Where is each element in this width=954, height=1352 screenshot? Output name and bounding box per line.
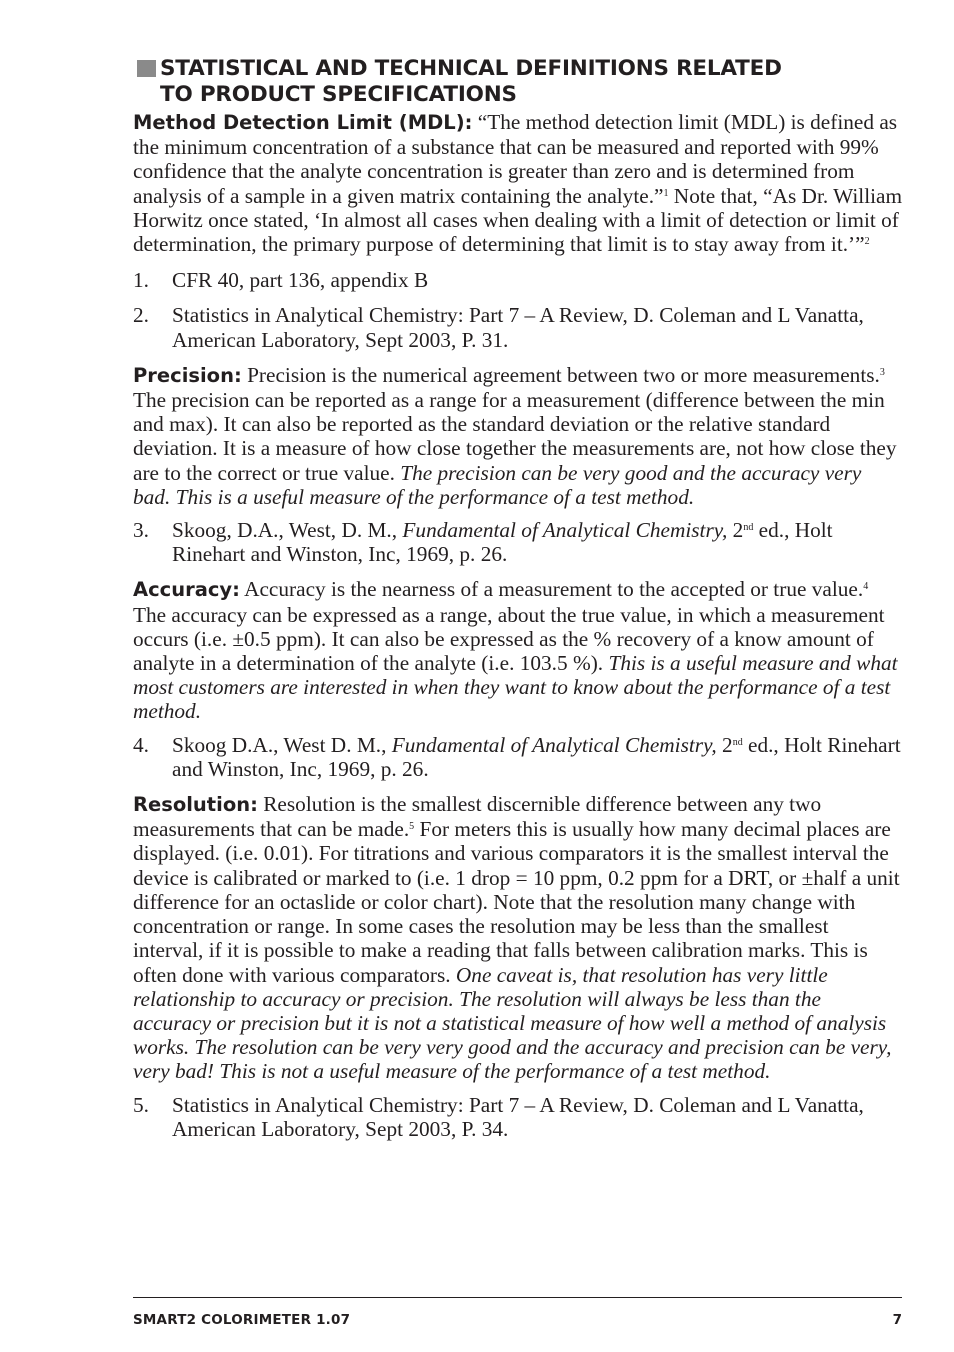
accuracy-text-1: Accuracy is the nearness of a measurement to the accepted or true value. [239, 577, 864, 602]
section-heading [133, 56, 903, 108]
resolution-text-2: For meters this is usually how many decimal places are displayed. (i.e. 0.01). For titrations and various comparators it is the smallest interval the device is calibrated or marked to (i.e. 1 drop = 10 ppm, 0.2 ppm for a DRT, or ±half a unit difference for an octaslide or color chart). Note that the resolution many change with concentration or range. In some cases the resolution may be less than the smallest interval, if it is possible to make a reading that falls between calibration marks. This is often done with various comparators. [133, 817, 900, 987]
reference-text: Statistics in Analytical Chemistry: Part 7 – A Review, D. Coleman and L Vanatta, American Laboratory, Sept 2003, P. 31. [172, 303, 864, 352]
square-bullet-icon [137, 60, 156, 77]
reference-text: Statistics in Analytical Chemistry: Part 7 – A Review, D. Coleman and L Vanatta, American Laboratory, Sept 2003, P. 34. [172, 1092, 864, 1141]
precision-term: Precision: [133, 363, 242, 387]
reference-list-c [133, 733, 903, 781]
accuracy-term: Accuracy: [133, 578, 240, 602]
page-footer [133, 1297, 902, 1328]
footnote-marker-2: 2 [864, 236, 870, 248]
reference-list-a [133, 268, 903, 352]
reference-number: 1. [133, 268, 149, 293]
precision-text-2: The precision can be reported as a range for a measurement (difference between the min and max). It can also be reported as the standard deviation or the relative standard deviation. It is a measure of how close together the measurements are, not how close they are to the correct or true value. [133, 388, 897, 485]
reference-item [133, 733, 903, 781]
precision-italic-note: The precision can be very good and the accuracy very bad. This is a useful measure of the performance of a test method. [133, 460, 862, 509]
reference-list-d [133, 1093, 903, 1141]
reference-edition: 2 [716, 732, 733, 757]
mdl-text-1: “The method detection limit (MDL) is defined as the minimum concentration of a substance that can be measured and reported with 99% confidence that the analyte concentration is greater than zero and is determined from analysis of a sample in a given matrix containing the analyte.” [133, 110, 898, 208]
mdl-paragraph [133, 110, 903, 256]
reference-number: 2. [133, 303, 149, 328]
resolution-term: Resolution: [133, 793, 258, 817]
reference-edition-suffix: nd [743, 522, 754, 534]
reference-item [133, 518, 903, 566]
accuracy-italic-note: This is a useful measure and what most customers are interested in when they want to know about the performance of a test method. [133, 651, 898, 724]
footnote-marker-4: 4 [863, 581, 869, 593]
footnote-marker-5: 5 [409, 821, 415, 833]
page-content [133, 56, 903, 1152]
footer-title: SMART2 COLORIMETER 1.07 [133, 1312, 351, 1328]
reference-text-pre: Skoog D.A., West D. M., [172, 732, 392, 757]
reference-number: 4. [133, 732, 149, 757]
reference-item [133, 303, 903, 351]
reference-edition-suffix: nd [732, 736, 743, 748]
reference-text-post: ed., Holt Rinehart and Winston, Inc, 1969, p. 26. [172, 518, 833, 567]
reference-book-title: Fundamental of Analytical Chemistry, [402, 518, 728, 543]
mdl-text-2: Note that, “As Dr. William Horwitz once stated, ‘In almost all cases when dealing with a limit of detection or limit of determination, the primary purpose of determining that limit is to stay away from it.’” [133, 183, 903, 257]
footnote-marker-1: 1 [663, 187, 669, 199]
reference-number: 3. [133, 518, 149, 543]
reference-text: CFR 40, part 136, appendix B [172, 268, 429, 293]
heading-line-2: TO PRODUCT SPECIFICATIONS [160, 82, 517, 107]
heading-line-1: STATISTICAL AND TECHNICAL DEFINITIONS RELATED [160, 56, 782, 81]
resolution-paragraph [133, 792, 903, 1083]
mdl-term: Method Detection Limit (MDL): [133, 111, 473, 134]
reference-text-post: ed., Holt Rinehart and Winston, Inc, 1969, p. 26. [172, 732, 901, 781]
reference-text-pre: Skoog, D.A., West, D. M., [172, 518, 403, 543]
footnote-marker-3: 3 [879, 366, 885, 378]
resolution-text-1: Resolution is the smallest discernible difference between any two measurements that can be made. [133, 792, 822, 842]
reference-item [133, 268, 903, 292]
reference-edition: 2 [727, 518, 744, 543]
reference-number: 5. [133, 1092, 149, 1117]
page-number: 7 [892, 1312, 902, 1328]
accuracy-text-2: The accuracy can be expressed as a range, about the true value, in which a measurement occurs (i.e. ±0.5 ppm). It can also be expressed as the % recovery of a know amount of analyte in a determination of the analyte (i.e. 103.5 %). [133, 602, 885, 676]
reference-book-title: Fundamental of Analytical Chemistry, [391, 732, 717, 757]
precision-text-1: Precision is the numerical agreement between two or more measurements. [241, 362, 880, 387]
reference-list-b [133, 518, 903, 566]
precision-paragraph [133, 363, 903, 509]
resolution-italic-note: One caveat is, that resolution has very little relationship to accuracy or precision. The resolution will always be less than the accuracy or precision but it is not a statistical measure of how well a method of analysis works. The resolution can be very very good and the accuracy and precision can be very, very bad! This is not a useful measure of the performance of a test method. [133, 962, 892, 1084]
accuracy-paragraph [133, 577, 903, 723]
reference-item [133, 1093, 903, 1141]
